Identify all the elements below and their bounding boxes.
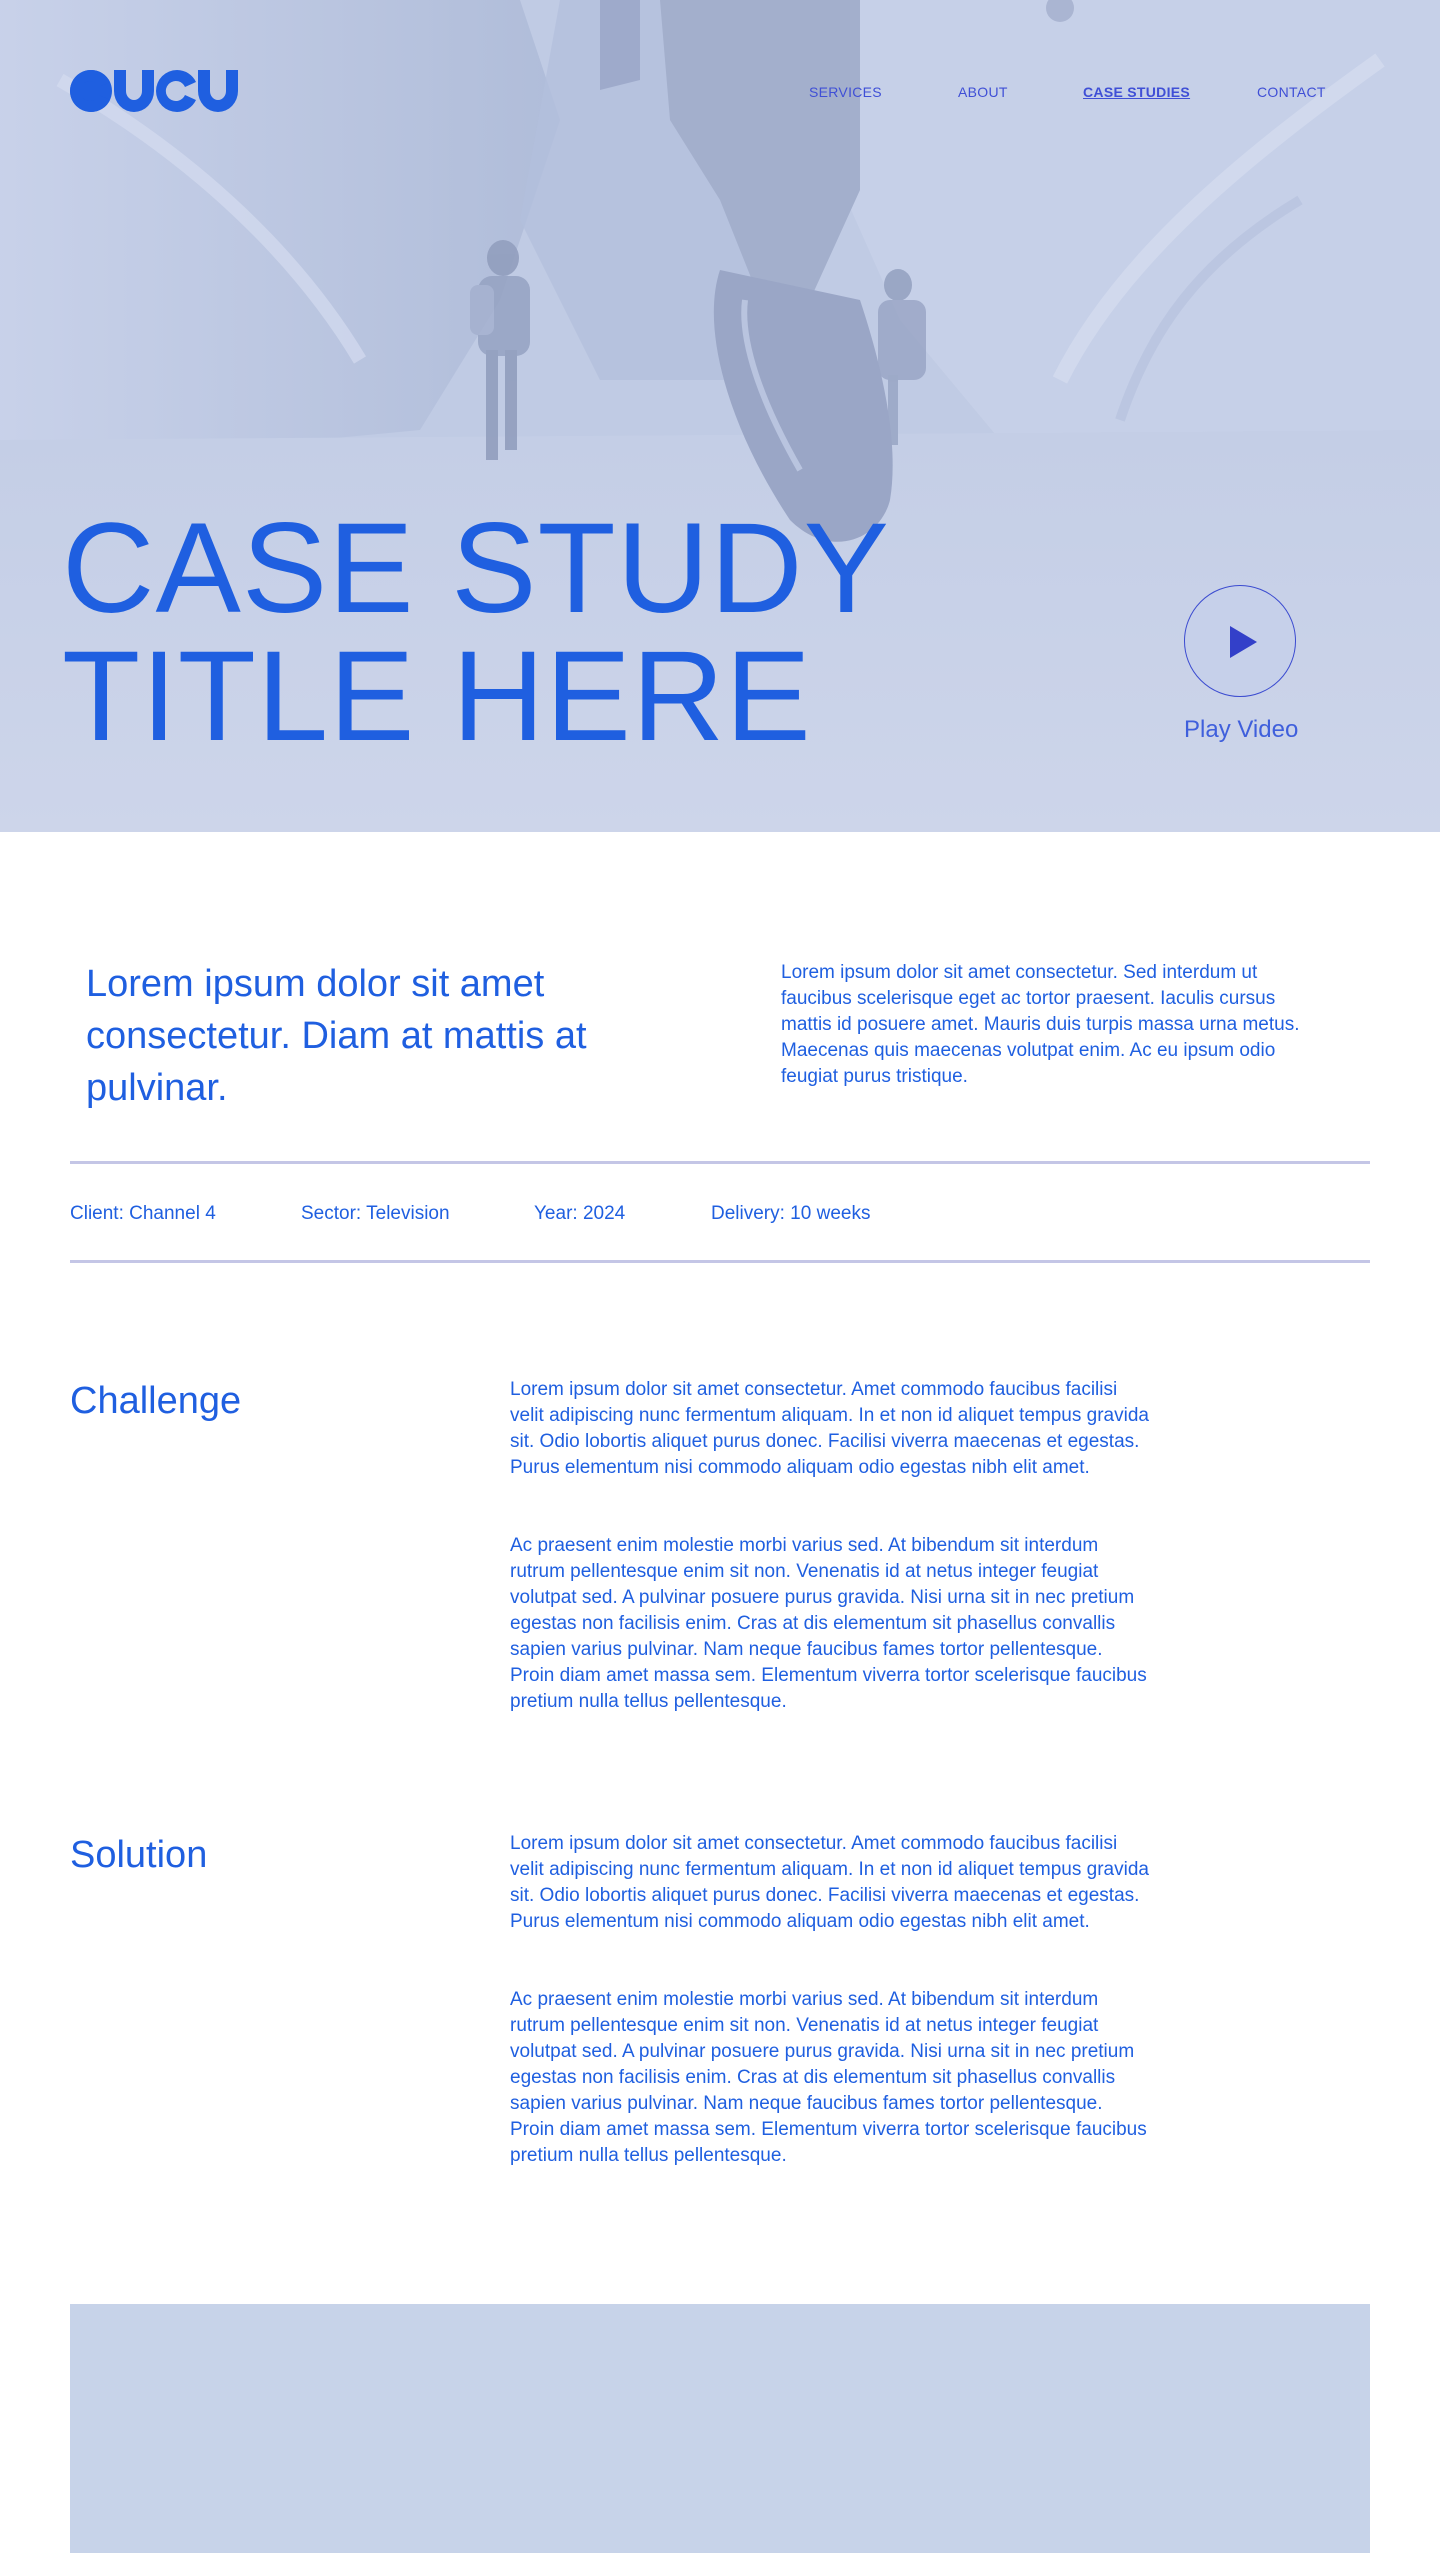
play-video-label[interactable]: Play Video — [1184, 716, 1299, 743]
nav-item-case-studies[interactable]: CASE STUDIES — [1083, 84, 1191, 100]
intro-lead: Lorem ipsum dolor sit amet consectetur. Diam at mattis at pulvinar. — [86, 963, 587, 1109]
solution-paragraph-2: Ac praesent enim molestie morbi varius sed. At bibendum sit interdum rutrum pellentesque enim sit non. Venenatis id at netus integer feugiat volutpat sed. A pulvinar posuere purus gravida. Nisi urna sit in nec pretium egestas non facilisis enim. Cras at dis elementum sit phasellus convallis sapien varius pulvinar. Nam neque faucibus fames tortor pellentesque. Proin diam amet massa sem. Elementum viverra tortor scelerisque faucibus pretium nulla tellus pellentesque. — [510, 1989, 1147, 2166]
challenge-paragraph-2: Ac praesent enim molestie morbi varius sed. At bibendum sit interdum rutrum pellentesque enim sit non. Venenatis id at netus integer feugiat volutpat sed. A pulvinar posuere purus gravida. Nisi urna sit in nec pretium egestas non facilisis enim. Cras at dis elementum sit phasellus convallis sapien varius pulvinar. Nam neque faucibus fames tortor pellentesque. Proin diam amet massa sem. Elementum viverra tortor scelerisque faucibus pretium nulla tellus pellentesque. — [510, 1535, 1147, 1712]
challenge-heading: Challenge — [70, 1380, 242, 1422]
intro-body: Lorem ipsum dolor sit amet consectetur. Sed interdum ut faucibus scelerisque eget ac tortor praesent. Iaculis cursus mattis id posuere amet. Mauris duis turpis massa urna metus. Maecenas quis maecenas volutpat enim. Ac eu ipsum odio feugiat purus tristique. — [781, 962, 1300, 1087]
media-placeholder — [70, 2304, 1370, 2553]
meta-client: Client: Channel 4 — [70, 1203, 216, 1224]
meta-delivery: Delivery: 10 weeks — [711, 1203, 871, 1224]
meta-year: Year: 2024 — [534, 1203, 626, 1224]
nav-item-services[interactable]: SERVICES — [809, 84, 882, 100]
hero-title — [62, 497, 890, 768]
divider-bottom — [70, 1260, 1370, 1263]
project-meta — [0, 1203, 1440, 1229]
solution-heading: Solution — [70, 1834, 208, 1876]
divider-top — [70, 1161, 1370, 1164]
hero-title-line-1: CASE STUDY — [62, 497, 890, 640]
hero-title-line-2: TITLE HERE — [62, 625, 812, 768]
hero-section — [0, 0, 1440, 832]
main-nav — [0, 84, 1440, 104]
challenge-paragraph-1: Lorem ipsum dolor sit amet consectetur. Amet commodo faucibus facilisi velit adipiscing nunc fermentum aliquam. In et non id aliquet tempus gravida sit. Odio lobortis aliquet purus donec. Facilisi viverra maecenas et egestas. Purus elementum nisi commodo aliquam odio egestas nibh elit amet. — [510, 1379, 1149, 1478]
solution-paragraph-1: Lorem ipsum dolor sit amet consectetur. Amet commodo faucibus facilisi velit adipiscing nunc fermentum aliquam. In et non id aliquet tempus gravida sit. Odio lobortis aliquet purus donec. Facilisi viverra maecenas et egestas. Purus elementum nisi commodo aliquam odio egestas nibh elit amet. — [510, 1833, 1149, 1932]
nav-item-about[interactable]: ABOUT — [958, 84, 1008, 100]
nav-item-contact[interactable]: CONTACT — [1257, 84, 1326, 100]
meta-sector: Sector: Television — [301, 1203, 450, 1224]
play-video-button[interactable] — [1184, 585, 1296, 697]
play-icon — [1185, 586, 1297, 698]
